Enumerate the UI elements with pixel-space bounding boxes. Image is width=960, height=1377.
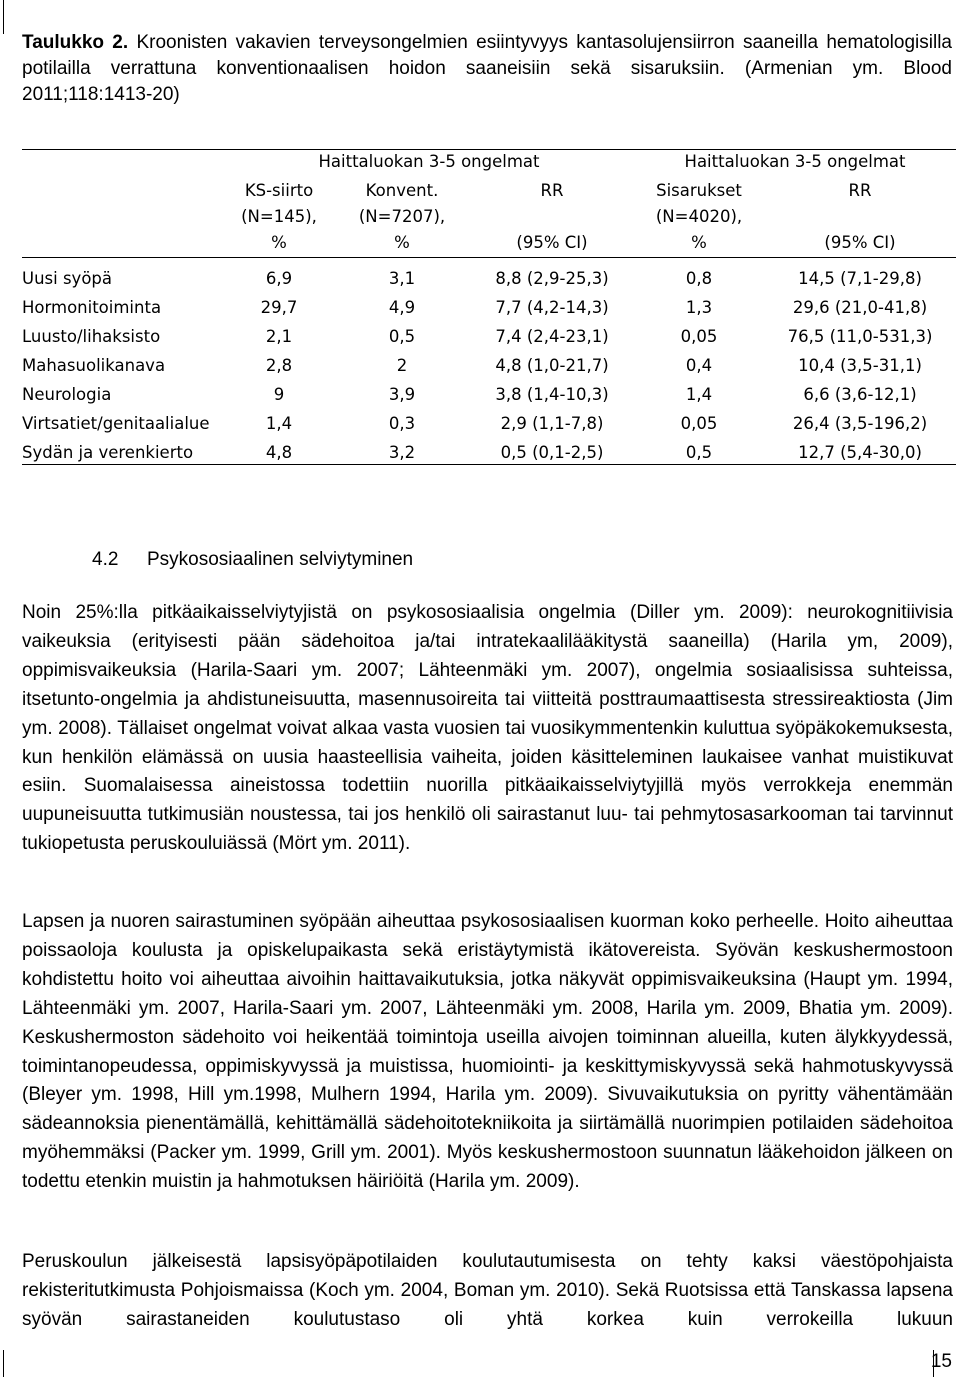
table-cell: 7,4 (2,4-23,1): [495, 327, 609, 346]
page-number: 15: [930, 1351, 952, 1372]
table-row: [22, 260, 956, 293]
table-cell: 14,5 (7,1-29,8): [798, 269, 922, 288]
table-cell: 1,4: [685, 385, 713, 404]
table-cell: 26,4 (3,5-196,2): [792, 414, 928, 433]
row-label-cell: Uusi syöpä: [22, 269, 113, 288]
column-header-line: RR: [540, 181, 564, 200]
section-heading: [92, 547, 413, 573]
table-cell: 10,4 (3,5-31,1): [798, 356, 922, 375]
row-label-cell: Sydän ja verenkierto: [22, 443, 194, 462]
column-header-line: (N=145),: [241, 207, 317, 226]
table-cell: 6,6 (3,6-12,1): [803, 385, 917, 404]
table-cell: 3,2: [388, 443, 416, 462]
table-cell: 2,9 (1,1-7,8): [500, 414, 604, 433]
row-label-cell: Mahasuolikanava: [22, 356, 166, 375]
column-header-konvent: [334, 174, 470, 260]
table-cell: 9: [273, 385, 285, 404]
table-cell: 4,8: [265, 443, 293, 462]
table-cell: 76,5 (11,0-531,3): [787, 327, 933, 346]
body-paragraph: Lapsen ja nuoren sairastuminen syöpään aiheuttaa psykososiaalisen kuorman koko perheelle. Hoito aiheuttaa poissaoloja koulusta ja opiskelupaikasta sekä eristäytymistä ikätovereista. Syövän keskushermostoon kohdistettu hoito voi aiheuttaa aivoihin haittavaikutuksia, jotka näkyvät oppimisvaikeuksina (Haupt ym. 1994, Lähteenmäki ym. 2007, Harila-Saari ym. 2007, Lähteenmäki ym. 2008, Harila ym. 2009, Bhatia ym. 2009). Keskushermoston sädehoito voi heikentää toimintoja useilla aivojen toiminnan alueilla, kuten älykkyydessä, toimintanopeudessa, oppimiskyvyssä ja muistissa, huomiointi- ja keskittymiskyvyssä sekä hahmotuskyvyssä (Bleyer ym. 1998, Hill ym.1998, Mulhern 1994, Harila ym. 2009). Sivuvaikutuksia on pyritty vähentämään sädeannoksia pienentämällä, kehittämällä sädehoitotekniikoita ja siirtämällä nuorimpien potilaiden sädehoitoa myöhemmäksi (Packer ym. 1999, Grill ym. 2001). Myös keskushermostoon suunnatun lääkehoidon jälkeen on todettu etenkin muistin ja hahmotuksen häiriöitä (Harila ym. 2009).: [22, 911, 953, 1193]
table-row: [22, 380, 956, 409]
table-cell: 3,8 (1,4-10,3): [495, 385, 609, 404]
table-cell: 0,5 (0,1-2,5): [500, 443, 604, 462]
table-row: [22, 293, 956, 322]
body-paragraph: Noin 25%:lla pitkäaikaisselviytyjistä on psykososiaalisia ongelmia (Diller ym. 2009): neurokognitiivisia vaikeuksia (erityisesti pään sädehoitoa ja/tai intratekaalilääkitystä saaneilla) (Harila ym, 2009), oppimisvaikeuksia (Harila-Saari ym. 2007; Lähteenmäki ym. 2007), ongelmia sosiaalisissa suhteissa, itsetunto-ongelmia ja ahdistuneisuutta, masennusoireita tai viitteitä posttraumaattisesta stressireaktiosta (Jim ym. 2008). Tällaiset ongelmat voivat alkaa vasta vuosien tai vuosikymmentenkin kuluttua syöpäkokemuksesta, kun henkilön elämässä on uusia haasteellisia vaiheita, joiden käsitteleminen laukaisee vanhat muistikuvat esiin. Suomalaisessa aineistossa todettiin nuorilla pitkäaikaisselviytyjillä myös verrokkeja enemmän uupuneisuutta tutkimusiän noustessa, tai jos henkilö oli sairastanut luu- tai pehmytosasarkooman tai tarvinnut tukiopetusta peruskouluiässä (Mört ym. 2011).: [22, 602, 953, 855]
table-cell: 0,5: [388, 327, 416, 346]
table-cell: 4,9: [388, 298, 416, 317]
column-header-line: Konvent.: [365, 181, 439, 200]
column-header-line: %: [394, 233, 410, 252]
table-corner-cell: [22, 150, 224, 174]
row-label-header: [22, 174, 224, 260]
table-cell: 0,5: [685, 443, 713, 462]
table-caption-label: Taulukko 2.: [22, 32, 129, 53]
table-row: [22, 351, 956, 380]
column-header-ks-siirto: [224, 174, 334, 260]
table-cell: 4,8 (1,0-21,7): [495, 356, 609, 375]
table-cell: 12,7 (5,4-30,0): [798, 443, 922, 462]
table-cell: 3,9: [388, 385, 416, 404]
group-header-siblings: Haittaluokan 3-5 ongelmat: [684, 152, 906, 171]
section-title: Psykososiaalinen selviytyminen: [147, 549, 414, 570]
row-label-cell: Luusto/lihaksisto: [22, 327, 161, 346]
data-table: [22, 150, 956, 467]
table-cell: 0,05: [680, 327, 718, 346]
column-header-line: RR: [848, 181, 872, 200]
group-header-comparison: Haittaluokan 3-5 ongelmat: [318, 152, 540, 171]
table-cell: 0,3: [388, 414, 416, 433]
table-column-header-row: [22, 174, 956, 260]
row-label-cell: Neurologia: [22, 385, 112, 404]
crop-mark-bottom-left: [3, 1350, 4, 1377]
table-row: [22, 409, 956, 438]
table-cell: 29,6 (21,0-41,8): [792, 298, 928, 317]
table-cell: 2,8: [265, 356, 293, 375]
column-header-line: [470, 204, 634, 230]
row-label-cell: Virtsatiet/genitaalialue: [22, 414, 210, 433]
table-cell: 3,1: [388, 269, 416, 288]
table-cell: 6,9: [265, 269, 293, 288]
table-cell: 1,3: [685, 298, 713, 317]
body-paragraph: Peruskoulun jälkeisestä lapsisyöpäpotilaiden koulutautumisesta on tehty kaksi väestöpohjaista rekisteritutkimusta Pohjoismaissa (Koch ym. 2004, Boman ym. 2010). Sekä Ruotsissa että Tanskassa lapsena syövän sairastaneiden koulutustaso oli yhtä korkea kuin verrokeilla lukuun: [22, 1251, 953, 1330]
table-caption: [22, 30, 952, 108]
table-cell: 29,7: [260, 298, 298, 317]
table-cell: 2,1: [265, 327, 293, 346]
column-header-line: %: [691, 233, 707, 252]
section-number: 4.2: [92, 549, 119, 570]
table-row: [22, 438, 956, 467]
table-row: [22, 322, 956, 351]
column-header-line: (N=7207),: [358, 207, 446, 226]
table-cell: 7,7 (4,2-14,3): [495, 298, 609, 317]
column-header-sisarukset: [634, 174, 764, 260]
column-header-line: KS-siirto: [244, 181, 314, 200]
table-cell: 2: [396, 356, 408, 375]
table-cell: 0,4: [685, 356, 713, 375]
column-header-rr-2: [764, 174, 956, 260]
column-header-line: (N=4020),: [655, 207, 743, 226]
row-label-cell: Hormonitoiminta: [22, 298, 162, 317]
table-cell: 0,8: [685, 269, 713, 288]
column-header-line: Sisarukset: [656, 181, 742, 200]
column-header-line: (95% CI): [516, 233, 588, 252]
column-header-line: (95% CI): [824, 233, 896, 252]
table-cell: 0,05: [680, 414, 718, 433]
column-header-rr-1: [470, 174, 634, 260]
table-cell: 8,8 (2,9-25,3): [495, 269, 609, 288]
table-cell: 1,4: [265, 414, 293, 433]
table-caption-text: Kroonisten vakavien terveysongelmien esiintyvyys kantasolujensiirron saaneilla hematologisilla potilailla verrattuna konventionaalisen hoidon saaneisiin sekä sisaruksiin. (Armenian ym. Blood 2011;118:1413-20): [22, 32, 952, 105]
table-group-header-row: [22, 150, 956, 174]
crop-mark-top-left: [3, 0, 4, 34]
column-header-line: %: [271, 233, 287, 252]
column-header-line: [764, 204, 956, 230]
